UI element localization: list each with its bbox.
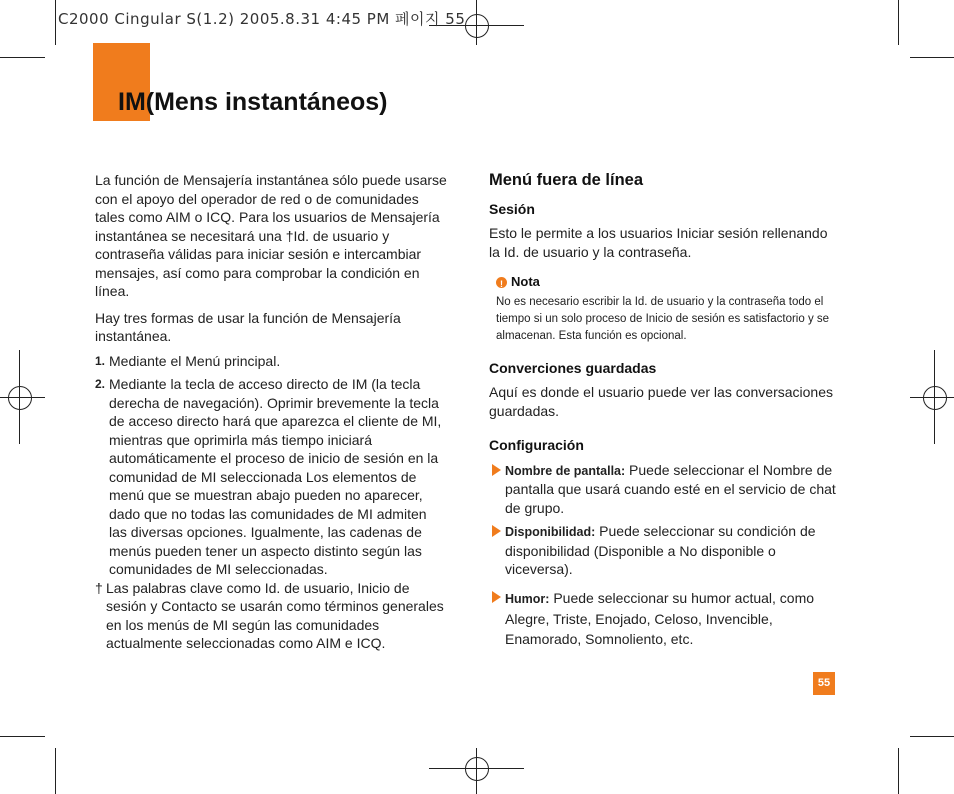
print-info: C2000 Cingular S(1.2) 2005.8.31 4:45 PM 페이지 55 <box>58 10 466 28</box>
session-section <box>489 200 841 262</box>
config-item <box>489 588 841 649</box>
registration-circle <box>465 14 489 38</box>
intro-paragraph: La función de Mensajería instantánea sólo puede usarse con el apoyo del operador de red o de comunidades tales como AIM o ICQ. Para los usuarios de Mensajería instantánea se necesitará una †Id. de usuario y contraseña válidas para iniciar sesión e intercambiar mensajes, así como para comprobar la condición en línea. <box>95 172 447 299</box>
list-item-text: Mediante el Menú principal. <box>109 352 281 369</box>
registration-circle <box>465 757 489 781</box>
config-item-text: Puede seleccionar su humor actual, como Alegre, Triste, Enojado, Celoso, Invencible, Enamorado, Somnoliento, etc. <box>505 589 815 647</box>
arrow-icon <box>492 591 501 603</box>
subsection-title: Sesión <box>489 200 535 217</box>
right-column <box>489 171 841 654</box>
subsection-text: Aquí es donde el usuario puede ver las conversaciones guardadas. <box>489 384 833 419</box>
note-text: No es necesario escribir la Id. de usuario y la contraseña todo el tiempo si un solo proceso de Inicio de sesión es satisfactorio y se almacenan. Esta función es opcional. <box>496 295 830 342</box>
config-item-text: Puede seleccionar su condición de disponibilidad (Disponible a No disponible o viceversa). <box>505 523 816 577</box>
crop-mark <box>55 748 56 794</box>
list-number: 2. <box>95 377 106 391</box>
footnote-text: Las palabras clave como Id. de usuario, Inicio de sesión y Contacto se usarán como términos generales en los menús de MI según las comunidades actualmente seleccionadas como AIM e ICQ. <box>106 579 444 651</box>
note-header <box>496 273 841 292</box>
config-item <box>489 461 841 518</box>
config-item-label: Disponibilidad: <box>505 525 596 539</box>
subsection-text: Esto le permite a los usuarios Iniciar sesión rellenando la Id. de usuario y la contraseña. <box>489 225 828 260</box>
crop-mark <box>910 57 954 58</box>
crop-mark <box>898 748 899 794</box>
registration-circle <box>8 386 32 410</box>
left-column <box>95 171 447 653</box>
page-title: IM(Mens instantáneos) <box>118 88 388 116</box>
config-section <box>489 436 841 649</box>
note-box <box>496 273 841 345</box>
list-number: 1. <box>95 353 106 368</box>
config-item-text: Puede seleccionar el Nombre de pantalla que usará cuando esté en el servicio de chat de grupo. <box>505 461 836 516</box>
list-item <box>95 352 447 371</box>
config-item-label: Nombre de pantalla: <box>505 463 626 478</box>
crop-mark <box>898 0 899 45</box>
subsection-title: Configuración <box>489 437 584 453</box>
crop-mark <box>0 736 45 737</box>
subsection-title: Converciones guardadas <box>489 359 657 376</box>
ways-paragraph: Hay tres formas de usar la función de Mensajería instantánea. <box>95 309 401 344</box>
arrow-icon <box>492 525 501 537</box>
config-item <box>489 522 841 579</box>
footnote <box>95 579 447 653</box>
config-item-label: Humor: <box>505 591 550 606</box>
list-item <box>95 375 447 579</box>
crop-mark <box>910 736 954 737</box>
arrow-icon <box>492 464 501 476</box>
note-icon <box>496 277 507 288</box>
registration-circle <box>923 386 947 410</box>
note-title: Nota <box>511 274 540 289</box>
crop-mark <box>55 0 56 45</box>
saved-section <box>489 359 841 421</box>
section-heading: Menú fuera de línea <box>489 171 644 189</box>
crop-mark <box>0 57 45 58</box>
footnote-mark: † <box>95 579 103 596</box>
page-number: 55 <box>813 672 835 695</box>
list-item-text: Mediante la tecla de acceso directo de IM (la tecla derecha de navegación). Oprimir brevemente la tecla de acceso directo hará que aparezca el cliente de MI, mientras que oprimirla más tiempo iniciará automáticamente el proceso de inicio de sesión en la comunidad de MI seleccionada Los elementos de menú que se muestran abajo pueden no aparecer, dado que no todas las comunidades de MI admiten las diversas opciones. Igualmente, las cadenas de menús pueden tener un aspecto distinto según las comunidades de MI seleccionadas. <box>109 376 442 577</box>
